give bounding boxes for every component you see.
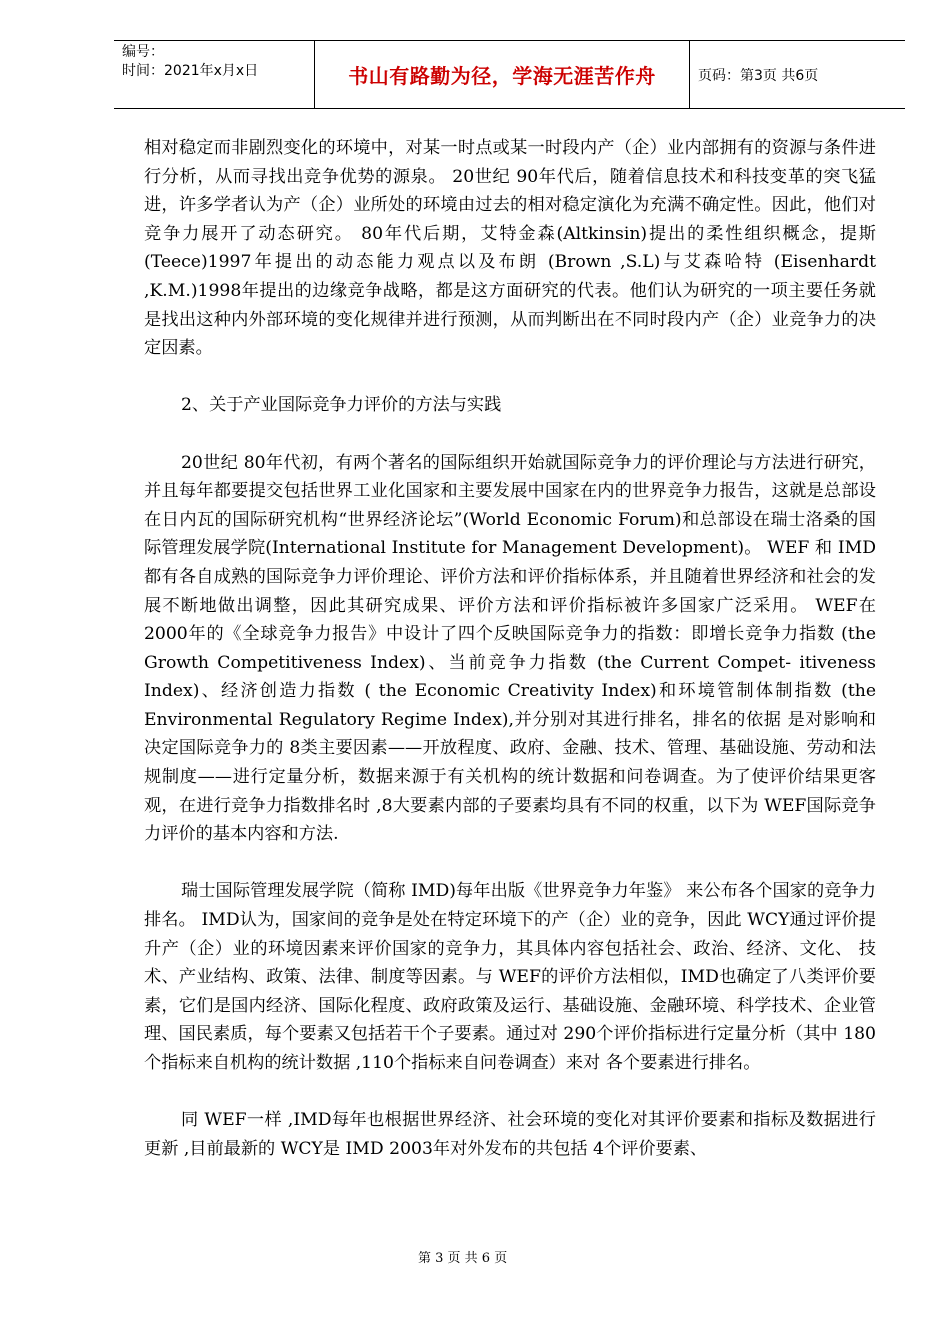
header-meta [114, 41, 315, 108]
paragraph-imd: 瑞士国际管理发展学院（简称 IMD)每年出版《世界竞争力年鉴》 来公布各个国家的竞争力排名。 IMD认为，国家间的竞争是处在特定环境下的产（企）业的竞争，因此 WCY通过评价提升产（企）业的环境因素来评价国家的竞争力，其具体内容包括社会、政治、经济、文化、 技术、产业结构、政策、法律、制度等因素。与 WEF的评价方法相似，IMD也确定了八类评价要素，它们是国内经济、国际化程度、政府政策及运行、基础设施、金融环境、科学技术、企业管理、国民素质，每个要素又包括若干个子要素。通过对 290个评价指标进行定量分析（其中 180个指标来自机构的统计数据 ,110个指标来自问卷调查）来对 各个要素进行排名。 [144, 881, 876, 1073]
serial-label: 编号： [122, 44, 164, 60]
document-body [144, 134, 876, 1163]
page-header [114, 40, 905, 109]
time-label: 时间：2021年x月x日 [122, 63, 259, 79]
paragraph-wef-imd: 20世纪 80年代初，有两个著名的国际组织开始就国际竞争力的评价理论与方法进行研究，并且每年都要提交包括世界工业化国家和主要发展中国家在内的世界竞争力报告，这就是总部设在日内瓦的国际研究机构“世界经济论坛”(World Economic Forum)和总部设在瑞士洛桑的国际管理发展学院(International Institute for Management Development)。 WEF 和 IMD都有各自成熟的国际竞争力评价理论、评价方法和评价指标体系，并且随着世界经济和社会的发展不断地做出调整，因此其研究成果、评价方法和评价指标被许多国家广泛采用。 WEF在 2000年的《全球竞争力报告》中设计了四个反映国际竞争力的指数：即增长竞争力指数 (the Growth Competitiveness Index)、当前竞争力指数 (the Current Compet- itiveness Index)、经济创造力指数 ( the Economic Creativity Index)和环境管制体制指数 (the Environmental Regulatory Regime Index),并分别对其进行排名，排名的依据 是对影响和决定国际竞争力的 8类主要因素——开放程度、政府、金融、技术、管理、基础设施、劳动和法规制度——进行定量分析，数据来源于有关机构的统计数据和问卷调查。为了使评价结果更客观，在进行竞争力指数排名时 ,8大要素内部的子要素均具有不同的权重，以下为 WEF国际竞争力评价的基本内容和方法. [144, 452, 876, 845]
paragraph-continued: 相对稳定而非剧烈变化的环境中，对某一时点或某一时段内产（企）业内部拥有的资源与条件进行分析，从而寻找出竞争优势的源泉。 20世纪 90年代后，随着信息技术和科技变革的突飞猛进，许多学者认为产（企）业所处的环境由过去的相对稳定演化为充满不确定性。因此，他们对竞争力展开了动态研究。 80年代后期，艾特金森(Altkinsin)提出的柔性组织概念，提斯 (Teece)1997年提出的动态能力观点以及布朗 (Brown ,S.L)与艾森哈特 (Eisenhardt ,K.M.)1998年提出的边缘竞争战略，都是这方面研究的代表。他们认为研究的一项主要任务就是找出这种内外部环境的变化规律并进行预测，从而判断出在不同时段内产（企）业竞争力的决定因素。 [144, 138, 876, 359]
page-footer: 第 3 页 共 6 页 [418, 1251, 508, 1266]
header-motto: 书山有路勤为径，学海无涯苦作舟 [315, 41, 690, 108]
paragraph-wcy: 同 WEF一样 ,IMD每年也根据世界经济、社会环境的变化对其评价要素和指标及数据进行更新 ,目前最新的 WCY是 IMD 2003年对外发布的共包括 4个评价要素、 [144, 1110, 876, 1159]
header-page-number: 页码：第3页 共6页 [698, 67, 819, 84]
section-heading: 2、关于产业国际竞争力评价的方法与实践 [181, 395, 502, 416]
